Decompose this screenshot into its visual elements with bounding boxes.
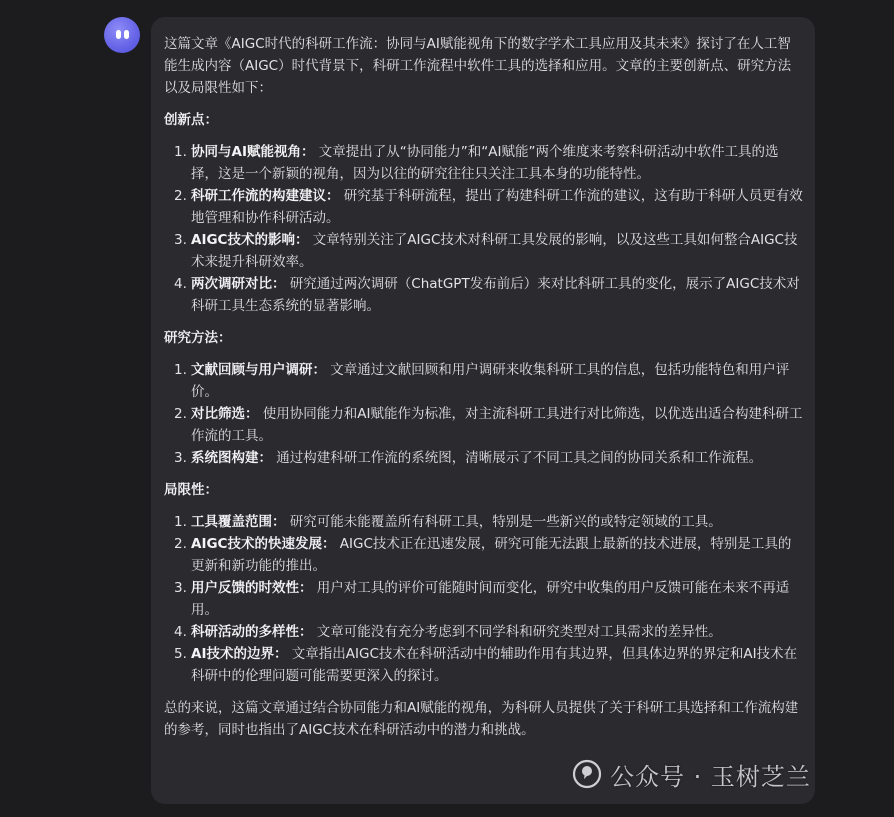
watermark-text: 公众号 · 玉树芝兰 bbox=[610, 762, 811, 791]
list-item-text: 文章提出了从“协同能力”和“AI赋能”两个维度来考察科研活动中软件工具的选择，这是一个新颖的视角，因为以往的研究往往只关注工具本身的功能特性。 bbox=[191, 144, 779, 182]
list-item-text: 文章通过文献回顾和用户调研来收集科研工具的信息，包括功能特色和用户评价。 bbox=[191, 362, 790, 400]
list-item-label: AI技术的边界： bbox=[191, 646, 288, 662]
list-item-label: 对比筛选： bbox=[191, 406, 259, 422]
list-item-text: 文章可能没有充分考虑到不同学科和研究类型对工具需求的差异性。 bbox=[312, 624, 722, 640]
list-item bbox=[164, 447, 803, 469]
list-item-text: 用户对工具的评价可能随时间而变化，研究中收集的用户反馈可能在未来不再适用。 bbox=[191, 580, 790, 618]
list-item-text: 研究基于科研流程，提出了构建科研工作流的建议，这有助于科研人员更有效地管理和协作科研活动。 bbox=[191, 188, 803, 226]
list-item-label: 科研活动的多样性： bbox=[191, 624, 313, 640]
assistant-avatar bbox=[104, 17, 140, 53]
list-item bbox=[164, 511, 803, 533]
list-item-number: 2. bbox=[174, 188, 187, 204]
list-item-number: 3. bbox=[174, 232, 187, 248]
list-item bbox=[164, 141, 803, 185]
list-item-number: 2. bbox=[174, 536, 187, 552]
list-item-label: 协同与AI赋能视角： bbox=[191, 144, 315, 160]
list-item-text: 研究通过两次调研（ChatGPT发布前后）来对比科研工具的变化，展示了AIGC技术对科研工具生态系统的显著影响。 bbox=[191, 276, 800, 314]
list-item-text: 通过构建科研工作流的系统图，清晰展示了不同工具之间的协同关系和工作流程。 bbox=[272, 450, 763, 466]
list-item-label: 两次调研对比： bbox=[191, 276, 286, 292]
list-item bbox=[164, 273, 803, 317]
list-item-label: 工具覆盖范围： bbox=[191, 514, 286, 530]
list-item-label: 文献回顾与用户调研： bbox=[191, 362, 326, 378]
list-item bbox=[164, 403, 803, 447]
list-item-label: AIGC技术的快速发展： bbox=[191, 536, 336, 552]
section-title-methods: 研究方法： bbox=[164, 330, 232, 346]
innovations-list bbox=[164, 141, 803, 317]
list-item-label: 科研工作流的构建建议： bbox=[191, 188, 340, 204]
message-intro: 这篇文章《AIGC时代的科研工作流：协同与AI赋能视角下的数字学术工具应用及其未来》探讨了在人工智能生成内容（AIGC）时代背景下，科研工作流程中软件工具的选择和应用。文章的主要创新点、研究方法以及局限性如下： bbox=[164, 36, 792, 96]
list-item bbox=[164, 533, 803, 577]
list-item-label: 系统图构建： bbox=[191, 450, 272, 466]
list-item-number: 4. bbox=[174, 276, 187, 292]
list-item-label: 用户反馈的时效性： bbox=[191, 580, 313, 596]
list-item-number: 1. bbox=[174, 144, 187, 160]
list-item-number: 5. bbox=[174, 646, 187, 662]
list-item bbox=[164, 577, 803, 621]
list-item bbox=[164, 643, 803, 687]
limitations-list bbox=[164, 511, 803, 687]
list-item bbox=[164, 185, 803, 229]
list-item-text: 文章特别关注了AIGC技术对科研工具发展的影响，以及这些工具如何整合AIGC技术来提升科研效率。 bbox=[191, 232, 798, 270]
list-item-text: AIGC技术正在迅速发展，研究可能无法跟上最新的技术进展，特别是工具的更新和新功能的推出。 bbox=[191, 536, 792, 574]
list-item-label: AIGC技术的影响： bbox=[191, 232, 309, 248]
list-item bbox=[164, 621, 803, 643]
methods-list bbox=[164, 359, 803, 469]
list-item-text: 使用协同能力和AI赋能作为标准，对主流科研工具进行对比筛选，以优选出适合构建科研工作流的工具。 bbox=[191, 406, 803, 444]
list-item bbox=[164, 359, 803, 403]
message-summary: 总的来说，这篇文章通过结合协同能力和AI赋能的视角，为科研人员提供了关于科研工具选择和工作流构建的参考，同时也指出了AIGC技术在科研活动中的潜力和挑战。 bbox=[164, 700, 799, 738]
list-item-text: 研究可能未能覆盖所有科研工具，特别是一些新兴的或特定领域的工具。 bbox=[285, 514, 722, 530]
list-item-number: 3. bbox=[174, 450, 187, 466]
avatar-right-eye bbox=[124, 30, 129, 39]
section-title-innovations: 创新点： bbox=[164, 112, 218, 128]
section-title-limitations: 局限性： bbox=[164, 482, 218, 498]
list-item-number: 4. bbox=[174, 624, 187, 640]
list-item-text: 文章指出AIGC技术在科研活动中的辅助作用有其边界，但具体边界的界定和AI技术在科研中的伦理问题可能需要更深入的探讨。 bbox=[191, 646, 798, 684]
assistant-message-bubble bbox=[151, 17, 815, 804]
list-item bbox=[164, 229, 803, 273]
list-item-number: 2. bbox=[174, 406, 187, 422]
list-item-number: 3. bbox=[174, 580, 187, 596]
avatar-left-eye bbox=[116, 30, 121, 39]
list-item-number: 1. bbox=[174, 514, 187, 530]
list-item-number: 1. bbox=[174, 362, 187, 378]
